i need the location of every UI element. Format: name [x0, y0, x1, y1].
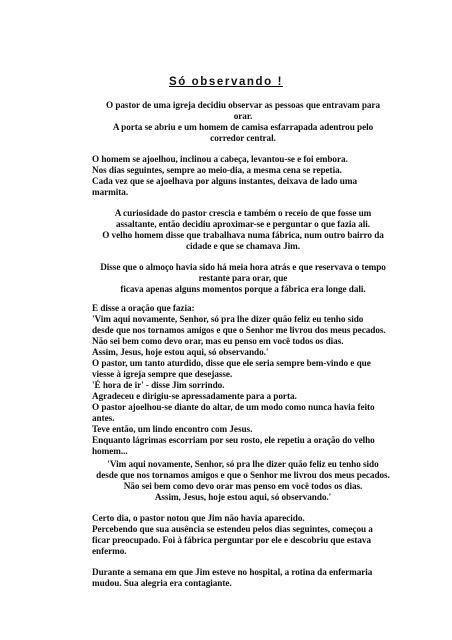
- text-line: Durante a semana em que Jim esteve no hospital, a rotina da enfermaria: [92, 567, 373, 577]
- paragraph: [92, 459, 394, 503]
- text-line: antes.: [92, 413, 115, 423]
- paragraph: [92, 208, 394, 252]
- text-line: 'Vim aqui novamente, Senhor, só pra lhe dizer quão feliz eu tenho sido: [92, 314, 364, 324]
- text-line: A porta se abriu e um homem de camisa esfarrapada adentrou pelo: [112, 122, 374, 132]
- text-line: desde que nos tornamos amigos e que o Senhor me livrou dos meus pecados.: [96, 470, 390, 480]
- text-line: cidade e que se chamava Jim.: [186, 241, 300, 251]
- text-line: A curiosidade do pastor crescia e também o receio de que fosse um: [114, 208, 372, 218]
- text-line: Certo dia, o pastor notou que Jim não havia aparecido.: [92, 513, 305, 523]
- text-line: ficar preocupado. Foi à fábrica perguntar por ele e descobriu que estava: [92, 535, 371, 545]
- text-line: Assim, Jesus, hoje estou aqui, só observando.': [92, 347, 269, 357]
- text-line: Agradeceu e dirigiu-se apressadamente para a porta.: [92, 391, 297, 401]
- text-line: homem...: [92, 446, 128, 456]
- text-line: orar.: [233, 111, 253, 121]
- paragraph: [92, 154, 394, 198]
- text-line: Disse que o almoço havia sido há meia hora atrás e que reservava o tempo: [100, 262, 386, 272]
- text-line: 'Vim aqui novamente, Senhor, só pra lhe dizer quão feliz eu tenho sido: [107, 459, 379, 469]
- text-line: Teve então, um lindo encontro com Jesus.: [92, 424, 253, 434]
- text-line: O velho homem disse que trabalhava numa fábrica, num outro bairro da: [102, 230, 384, 240]
- text-line: 'É hora de ir' - disse Jim sorrindo.: [92, 380, 225, 390]
- text-line: enfermo.: [92, 546, 127, 556]
- text-line: marmita.: [92, 187, 129, 197]
- text-line: Assim, Jesus, hoje estou aqui, só observando.': [154, 492, 332, 502]
- text-line: mudou. Sua alegria era contagiante.: [92, 578, 232, 588]
- paragraph: [92, 262, 394, 295]
- text-line: corredor central.: [210, 133, 276, 143]
- text-line: Cada vez que se ajoelhava por alguns instantes, deixava de lado uma: [92, 176, 357, 186]
- text-line: O homem se ajoelhou, inclinou a cabeça, levantou-se e foi embora.: [92, 154, 348, 164]
- text-line: Nos dias seguintes, sempre ao meio-dia, a mesma cena se repetia.: [92, 165, 342, 175]
- text-line: Percebendo que sua ausência se estendeu pelos dias seguintes, começou a: [92, 524, 373, 534]
- text-line: E disse a oração que fazia:: [92, 303, 195, 313]
- paragraph: [92, 100, 394, 144]
- text-line: desde que nos tornamos amigos e que o Senhor me livrou dos meus pecados.: [92, 325, 386, 335]
- text-line: viesse à igreja sempre que desejasse.: [92, 369, 233, 379]
- text-line: O pastor de uma igreja decidiu observar as pessoas que entravam para: [105, 100, 380, 110]
- text-line: Enquanto lágrimas escorriam por seu rosto, ele repetiu a oração do velho: [92, 435, 375, 445]
- text-line: restante para orar, que: [198, 273, 288, 283]
- text-line: Não sei bem como devo orar mas penso em você todos os dias.: [123, 481, 363, 491]
- text-line: O pastor ajoelhou-se diante do altar, de um modo como nunca havia feito: [92, 402, 375, 412]
- paragraph: [92, 303, 394, 457]
- paragraph: [92, 567, 394, 589]
- text-line: assaltante, então decidiu aproximar-se e perguntar o que fazia ali.: [116, 219, 370, 229]
- page-title: Só observando !: [168, 76, 284, 88]
- text-line: O pastor, um tanto aturdido, disse que ele seria sempre bem-vindo e que: [92, 358, 371, 368]
- text-line: Não sei bem como devo orar, mas eu penso em você todos os dias.: [92, 336, 344, 346]
- text-line: ficava apenas alguns momentos porque a fábrica era longe dali.: [120, 284, 366, 294]
- paragraph: [92, 513, 394, 557]
